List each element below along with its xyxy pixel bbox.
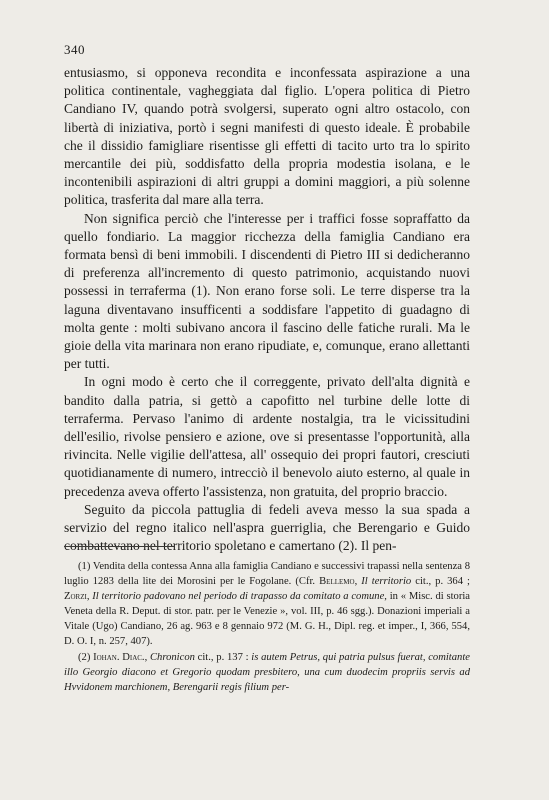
footnote-2-text: cit., p. 137 : bbox=[194, 651, 252, 663]
footnote-2-quotation: is autem Petrus, qui patria pulsus fuerat, comitante illo Georgio diacono et Gregorio quodam presbitero, una cum duodecim propriis servis ad Hvvidonem marchionem, Berengarii regis filium per- bbox=[64, 651, 470, 693]
paragraph-2: Non significa perciò che l'interesse per i traffici fosse sopraffatto da quello fondiario. La maggior ricchezza della famiglia Candiano era formata bensì di beni immobili. I discendenti di Pietro III si dedicheranno di preferenza all'incremento di questo patrimonio, acquistando nuovi possessi in terraferma (1). Non erano forse soli. Le terre disperse tra la laguna diventavano insufficenti a soddisfare l'appetito di guadagno di molta gente : molti subivano ancora il fascino delle fatiche rurali. Ma le gioie della vita marinara non erano ripudiate, e, comunque, erano allettanti per tutti. bbox=[64, 210, 470, 372]
footnote-1-text-3: , in « Misc. di storia Veneta della R. Deput. di stor. patr. per le Venezie », vol. III, p. 46 sgg.). Donazioni imperiali a Vitale (Ugo) Candiano, 26 ag. 963 e 8 gennaio 972 (M. G. H., Dipl. reg. et imper., I, 366, 554, D. O. I, n. 257, 407). bbox=[64, 591, 471, 648]
footnote-2-title: Chronicon bbox=[149, 651, 195, 663]
footnote-2 bbox=[64, 650, 470, 695]
footnote-1-sep: , bbox=[354, 576, 362, 588]
body-text bbox=[64, 64, 470, 555]
page-number: 340 bbox=[64, 42, 85, 57]
footnote-1-title-territorio: Il territorio bbox=[361, 576, 412, 588]
paragraph-3: In ogni modo è certo che il correggente, privato dell'alta dignità e bandito dalla patria, si gettò a capofitto nel turbine delle lotte di terraferma. Pervaso l'animo di ardente nostalgia, tra le vicissitudini dell'esilio, rivolse pensiero e azione, ove si presentasse l'opportunità, alla rivincita. Nelle vigilie dell'attesa, all' ossequio dei propri fautori, cresciuti quotidianamente di numero, intrecciò il benevolo aiuto esterno, al quale in precedenza aveva offerto l'assistenza, non gratuita, del proprio braccio. bbox=[64, 374, 470, 499]
footnote-1-author-bellemo: Bellemo bbox=[319, 576, 355, 588]
paragraph-4: Seguito da piccola pattuglia di fedeli aveva messo la sua spada a servizio del regno italico nell'aspra guerriglia, che Berengario e Guido combattevano nel territorio spoletano e camertano (2). Il pen- bbox=[64, 501, 470, 554]
footnote-1-sep-2: , bbox=[86, 591, 93, 603]
footnote-2-marker: (2) bbox=[78, 651, 94, 663]
footnote-rule bbox=[64, 546, 174, 547]
footnote-1-text-2: cit., p. 364 ; bbox=[411, 576, 471, 588]
footnote-2-author: Iohan. Diac. bbox=[93, 651, 145, 663]
footnote-1-text: (1) Vendita della contessa Anna alla famiglia Candiano e successivi trapassi nella sentenza 8 luglio 1283 della lite dei Morosini per le Fogolane. (Cfr. bbox=[64, 561, 470, 588]
footnote-1-author-zorzi: Zorzi bbox=[64, 591, 87, 603]
footnote-2-sep: , bbox=[144, 651, 150, 663]
footnote-1-title-padovano: Il territorio padovano nel periodo di trapasso da comitato a comune bbox=[92, 591, 385, 603]
footnotes bbox=[64, 559, 470, 695]
paragraph-1: entusiasmo, si opponeva recondita e inconfessata aspirazione a una politica continentale, vagheggiata dal figlio. L'opera politica di Pietro Candiano IV, quando potrà svolgersi, superato ogni altro ostacolo, con libertà di iniziativa, portò i segni manifesti di questo ideale. È probabile che il dissidio famigliare risentisse gli effetti di tacito urto tra lo spirito mercantile dei più, soddisfatto della propria modestia isolana, e le incontenibili aspirazioni di altri gruppi a domini maggiori, a più solenne politica, trasferita dal mare alla terra. bbox=[64, 65, 470, 208]
footnote-1 bbox=[64, 559, 470, 650]
